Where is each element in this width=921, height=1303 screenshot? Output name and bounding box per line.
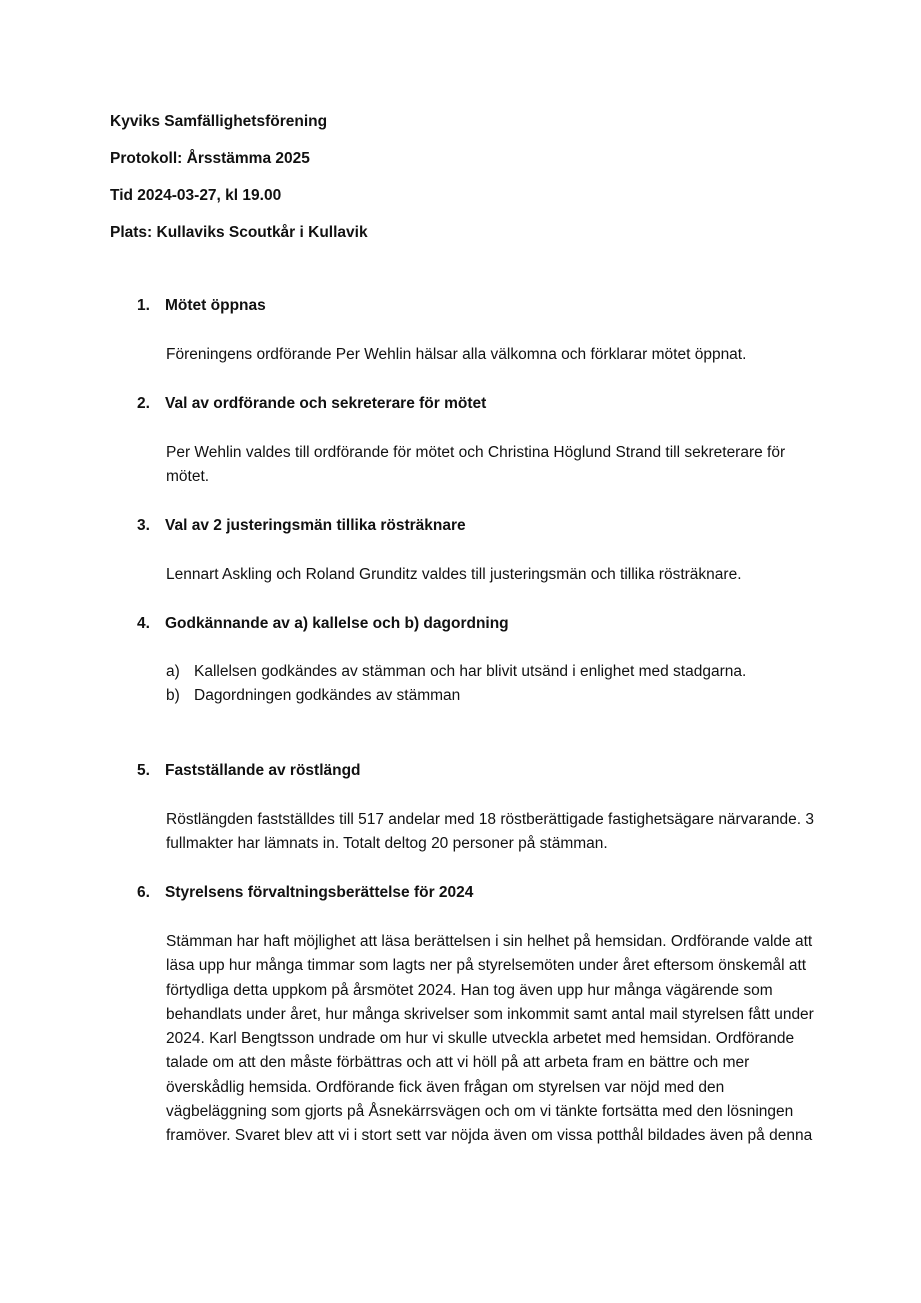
section-heading-4 <box>137 615 509 633</box>
section-title: Val av 2 justeringsmän tillika rösträknare <box>165 517 466 534</box>
section-title: Styrelsens förvaltningsberättelse för 2024 <box>165 884 474 901</box>
section-title: Val av ordförande och sekreterare för mötet <box>165 395 487 412</box>
section-number: 1. <box>137 297 150 314</box>
section-number: 2. <box>137 395 150 412</box>
list-marker: a) <box>166 663 180 680</box>
section-number: 5. <box>137 762 150 779</box>
organization-name: Kyviks Samfällighetsförening <box>110 113 328 130</box>
section-heading-6 <box>137 884 473 902</box>
list-item <box>166 687 460 705</box>
list-text: Kallelsen godkändes av stämman och har blivit utsänd i enlighet med stadgarna. <box>194 663 747 680</box>
section-title: Godkännande av a) kallelse och b) dagordning <box>165 615 509 632</box>
section-number: 3. <box>137 517 150 534</box>
list-marker: b) <box>166 687 180 704</box>
section-text-1: Föreningens ordförande Per Wehlin hälsar alla välkomna och förklarar mötet öppnat. <box>166 346 747 363</box>
section-heading-1 <box>137 297 266 315</box>
protocol-title: Protokoll: Årsstämma 2025 <box>110 150 310 167</box>
list-text: Dagordningen godkändes av stämman <box>194 687 461 704</box>
list-item <box>166 663 746 681</box>
section-heading-2 <box>137 395 486 413</box>
section-text-5: Röstlängden fastställdes till 517 andelar med 18 röstberättigade fastighetsägare närvarande. 3 fullmakter har lämnats in. Totalt deltog 20 personer på stämman. <box>166 811 814 853</box>
section-title: Mötet öppnas <box>165 297 266 314</box>
section-title: Fastställande av röstlängd <box>165 762 361 779</box>
section-heading-5 <box>137 762 361 780</box>
section-heading-3 <box>137 517 466 535</box>
section-text-3: Lennart Askling och Roland Grunditz valdes till justeringsmän och tillika rösträknare. <box>166 566 742 583</box>
section-number: 4. <box>137 615 150 632</box>
section-text-6: Stämman har haft möjlighet att läsa berättelsen i sin helhet på hemsidan. Ordförande valde att läsa upp hur många timmar som lagts ner på styrelsemöten under året eftersom önskemål att förtydliga detta uppkom på årsmötet 2024. Han tog även upp hur många vägärende som behandlats under året, hur många skrivelser som inkommit samt antal mail styrelsen fått under 2024. Karl Bengtsson undrade om hur vi skulle utveckla arbetet med hemsidan. Ordförande talade om att den måste förbättras och att vi höll på att arbeta fram en bättre och mer överskådlig hemsida. Ordförande fick även frågan om styrelsen var nöjd med den vägbeläggning som gjorts på Åsnekärrsvägen och om vi tänkte fortsätta med den lösningen framöver. Svaret blev att vi i stort sett var nöjda även om vissa potthål bildades även på denna <box>166 933 814 1145</box>
section-number: 6. <box>137 884 150 901</box>
meeting-time: Tid 2024-03-27, kl 19.00 <box>110 187 282 204</box>
section-text-2: Per Wehlin valdes till ordförande för mötet och Christina Höglund Strand till sekreterare för mötet. <box>166 444 786 486</box>
meeting-place: Plats: Kullaviks Scoutkår i Kullavik <box>110 224 368 241</box>
